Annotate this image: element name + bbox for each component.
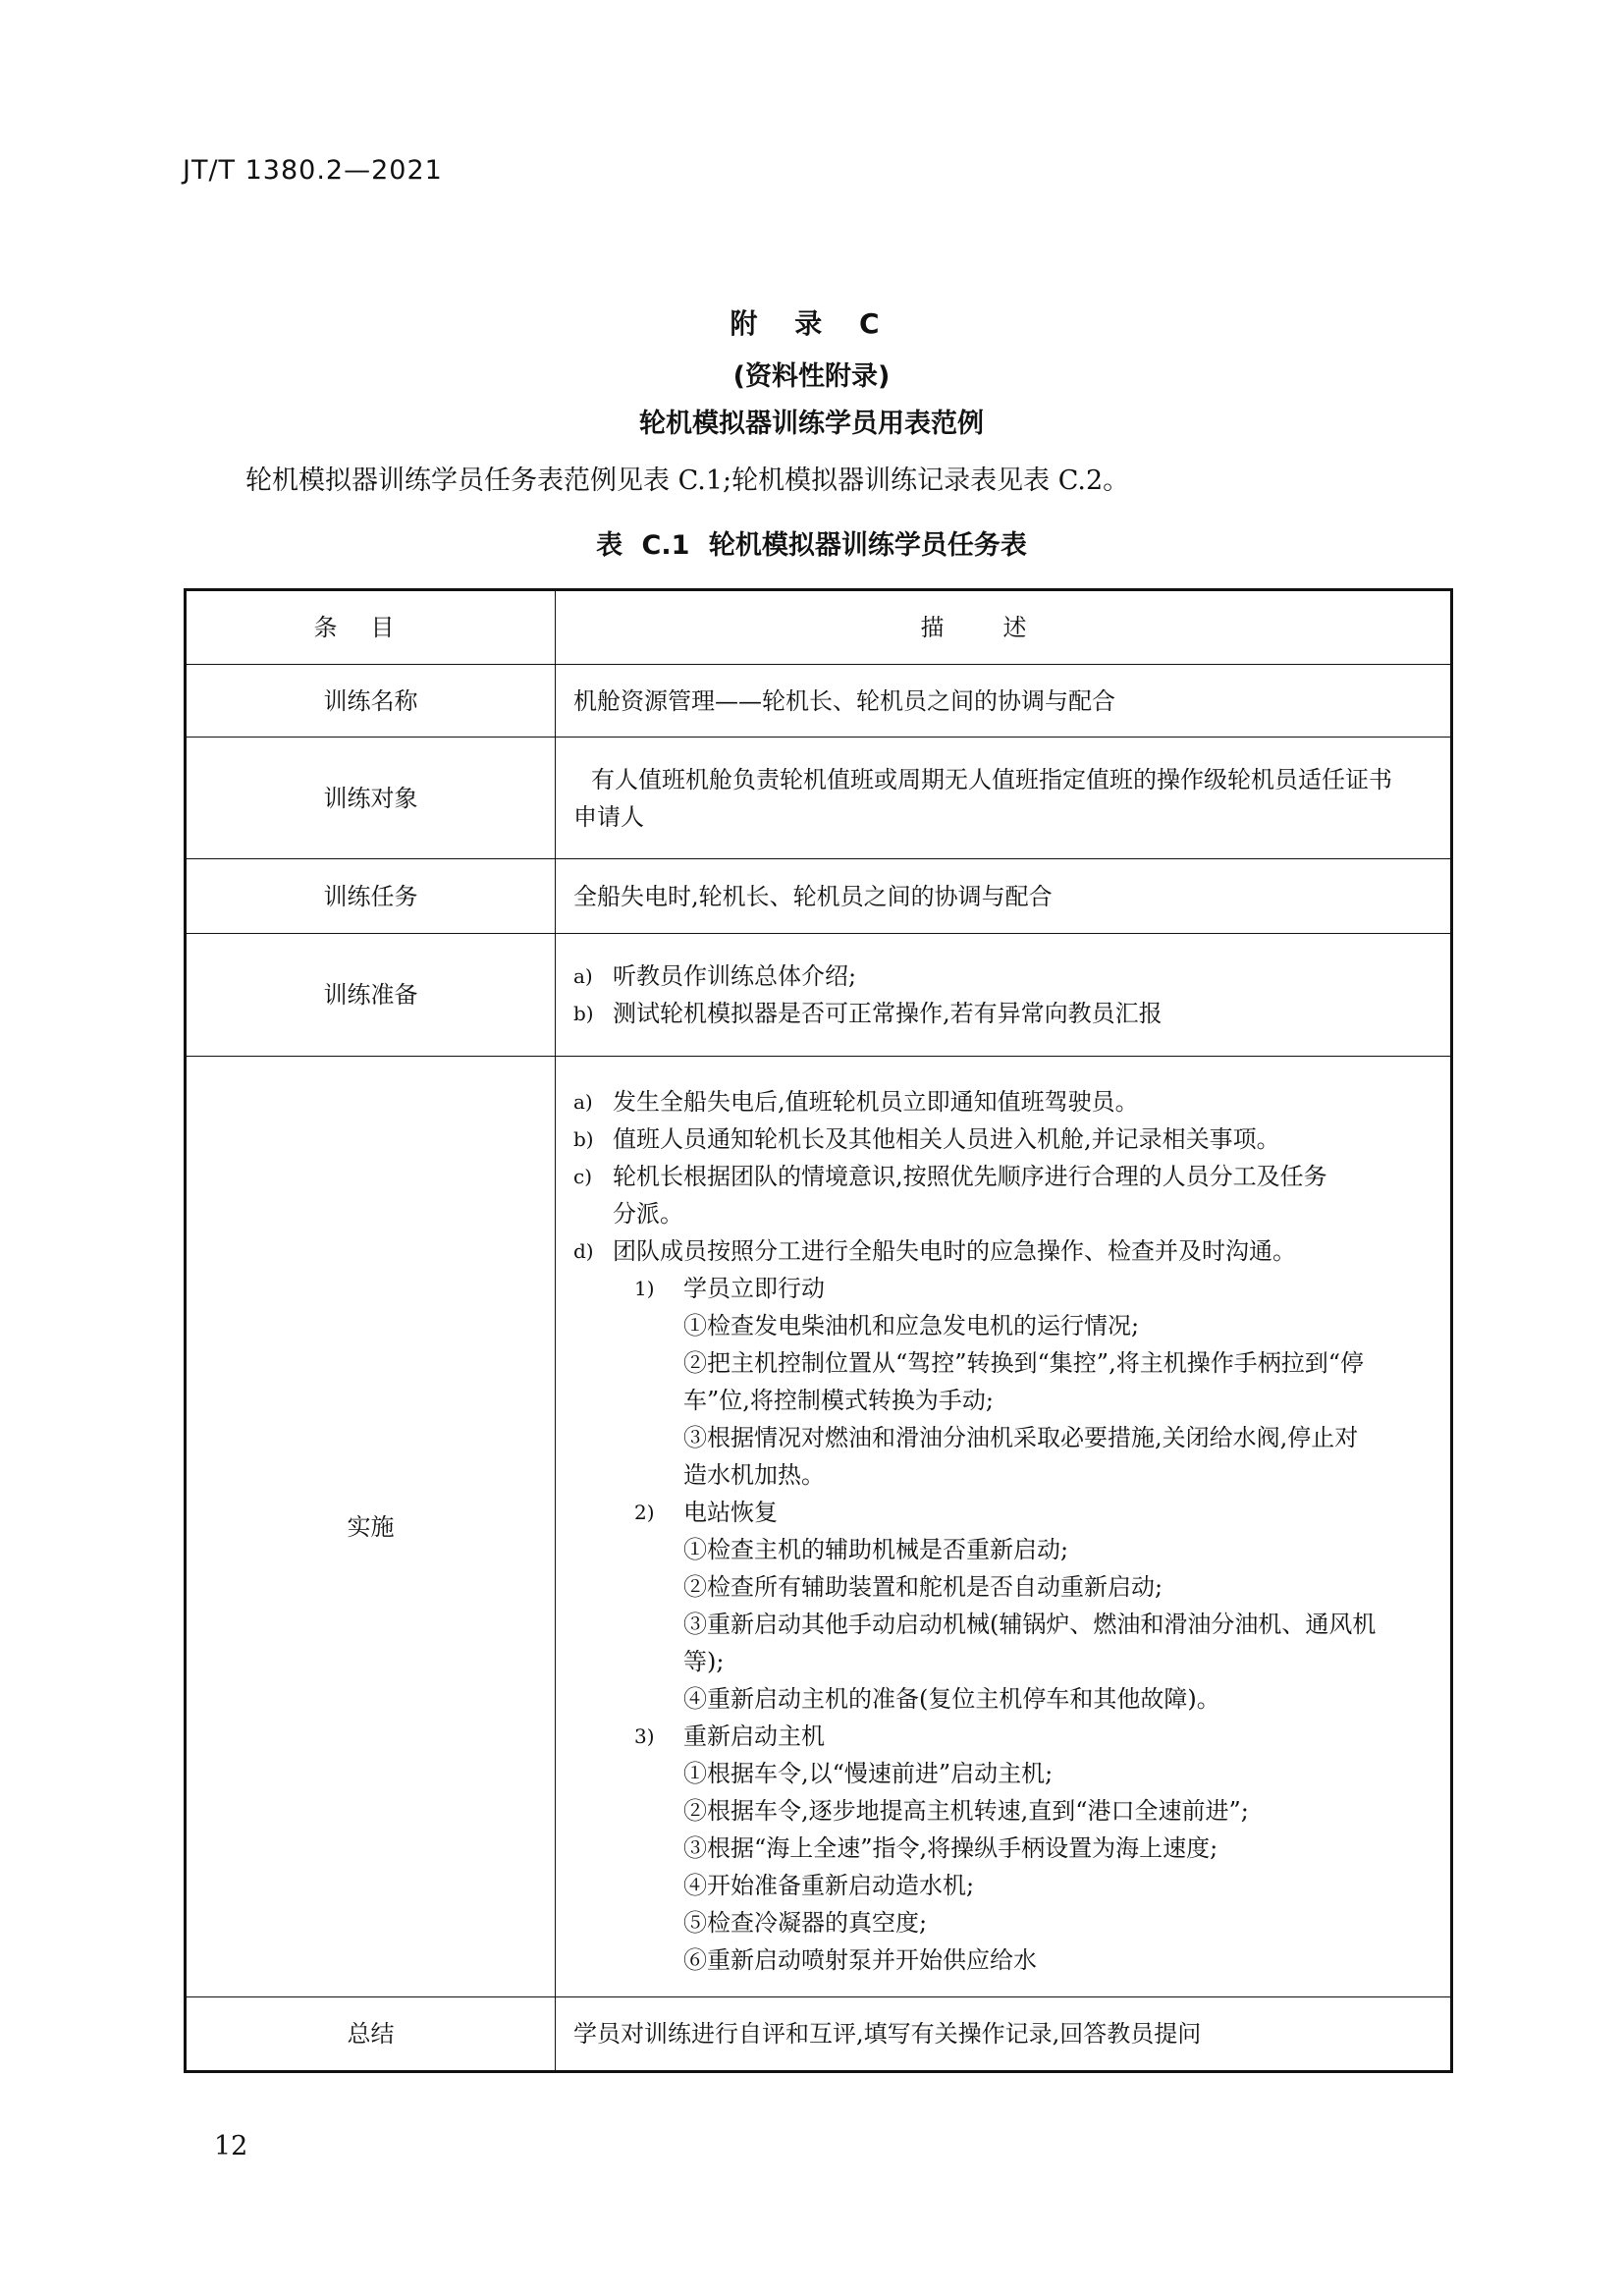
row-label: 实施 [186, 1057, 556, 1997]
step-line: ③重新启动其他手动启动机械(辅锅炉、燃油和滑油分油机、通风机 [683, 1610, 1377, 1638]
appendix-name: 轮机模拟器训练学员用表范例 [639, 409, 984, 439]
row-description [556, 738, 1452, 859]
step-line: ③根据“海上全速”指令,将操纵手柄设置为海上速度; [683, 1833, 1218, 1862]
desc-line: 申请人 [573, 802, 644, 831]
row-label: 训练准备 [186, 934, 556, 1057]
list-item [573, 1232, 1440, 1270]
table-row-implementation [186, 1057, 1452, 1997]
step-line: 车”位,将控制模式转换为手动; [683, 1386, 994, 1414]
step-line: ①检查主机的辅助机械是否重新启动; [683, 1535, 1069, 1563]
sub-title: 学员立即行动 [683, 1274, 825, 1302]
step-line: ②根据车令,逐步地提高主机转速,直到“港口全速前进”; [683, 1796, 1249, 1825]
step-line: ④重新启动主机的准备(复位主机停车和其他故障)。 [683, 1684, 1220, 1713]
list-marker: a) [573, 964, 593, 988]
task-table [184, 588, 1453, 2073]
sub-title: 电站恢复 [683, 1498, 778, 1526]
table-row-training-name [186, 665, 1452, 738]
sub-section-restart-main-engine [573, 1718, 1440, 1979]
step-line: ②检查所有辅助装置和舵机是否自动重新启动; [683, 1572, 1163, 1601]
row-description [556, 1057, 1452, 1997]
page-number: 12 [214, 2131, 248, 2161]
table-row-training-prep [186, 934, 1452, 1057]
list-text: 听教员作训练总体介绍; [613, 962, 857, 990]
step-line: ④开始准备重新启动造水机; [683, 1871, 975, 1899]
sub-marker: 2) [634, 1500, 655, 1524]
step-line: ①根据车令,以“慢速前进”启动主机; [683, 1759, 1054, 1787]
list-marker: b) [573, 1002, 594, 1025]
list-item [573, 1121, 1440, 1158]
step-line: ⑤检查冷凝器的真空度; [683, 1908, 928, 1937]
table-header-row [186, 590, 1452, 665]
table-row-training-target [186, 738, 1452, 859]
table-row-training-task [186, 859, 1452, 934]
step-line: ⑥重新启动喷射泵并开始供应给水 [683, 1945, 1037, 1974]
header-description: 描述 [556, 590, 1452, 665]
step-line: ②把主机控制位置从“驾控”转换到“集控”,将主机操作手柄拉到“停 [683, 1348, 1364, 1377]
desc-line: 有人值班机舱负责轮机值班或周期无人值班指定值班的操作级轮机员适任证书 [591, 765, 1392, 793]
table-caption: 表 C.1 轮机模拟器训练学员任务表 [596, 530, 1027, 561]
list-text: 团队成员按照分工进行全船失电时的应急操作、检查并及时沟通。 [613, 1236, 1296, 1265]
list-text: 测试轮机模拟器是否可正常操作,若有异常向教员汇报 [613, 1000, 1163, 1027]
list-item [573, 1158, 1440, 1232]
sub-marker: 1) [634, 1276, 655, 1300]
row-label: 训练对象 [186, 738, 556, 859]
table-row-summary [186, 1997, 1452, 2072]
sub-section-immediate-action [573, 1270, 1440, 1494]
list-text: 发生全船失电后,值班轮机员立即通知值班驾驶员。 [613, 1087, 1139, 1116]
header-item: 条目 [186, 590, 556, 665]
list-item [573, 995, 1440, 1032]
step-line: 造水机加热。 [683, 1460, 825, 1489]
row-description: 学员对训练进行自评和互评,填写有关操作记录,回答教员提问 [556, 1997, 1452, 2072]
row-description: 机舱资源管理——轮机长、轮机员之间的协调与配合 [556, 665, 1452, 738]
list-marker: d) [573, 1238, 594, 1263]
sub-section-power-recovery [573, 1494, 1440, 1718]
step-line: ①检查发电柴油机和应急发电机的运行情况; [683, 1311, 1140, 1339]
row-label: 总结 [186, 1997, 556, 2072]
intro-paragraph: 轮机模拟器训练学员任务表范例见表 C.1;轮机模拟器训练记录表见表 C.2。 [245, 465, 1130, 496]
row-description [556, 934, 1452, 1057]
list-text: 轮机长根据团队的情境意识,按照优先顺序进行合理的人员分工及任务 分派。 [613, 1162, 1327, 1228]
list-marker: b) [573, 1126, 594, 1151]
appendix-title: 附 录 C [730, 307, 893, 340]
standard-number: JT/T 1380.2—2021 [183, 155, 443, 186]
list-marker: a) [573, 1089, 593, 1114]
list-item [573, 957, 1440, 995]
row-description: 全船失电时,轮机长、轮机员之间的协调与配合 [556, 859, 1452, 934]
row-label: 训练任务 [186, 859, 556, 934]
appendix-type: (资料性附录) [732, 361, 891, 392]
row-label: 训练名称 [186, 665, 556, 738]
list-item [573, 1083, 1440, 1121]
sub-marker: 3) [634, 1723, 655, 1748]
step-line: 等); [683, 1647, 725, 1675]
list-marker: c) [573, 1164, 593, 1188]
list-text: 值班人员通知轮机长及其他相关人员进入机舱,并记录相关事项。 [613, 1124, 1280, 1153]
step-line: ③根据情况对燃油和滑油分油机采取必要措施,关闭给水阀,停止对 [683, 1423, 1359, 1451]
sub-title: 重新启动主机 [683, 1722, 825, 1750]
